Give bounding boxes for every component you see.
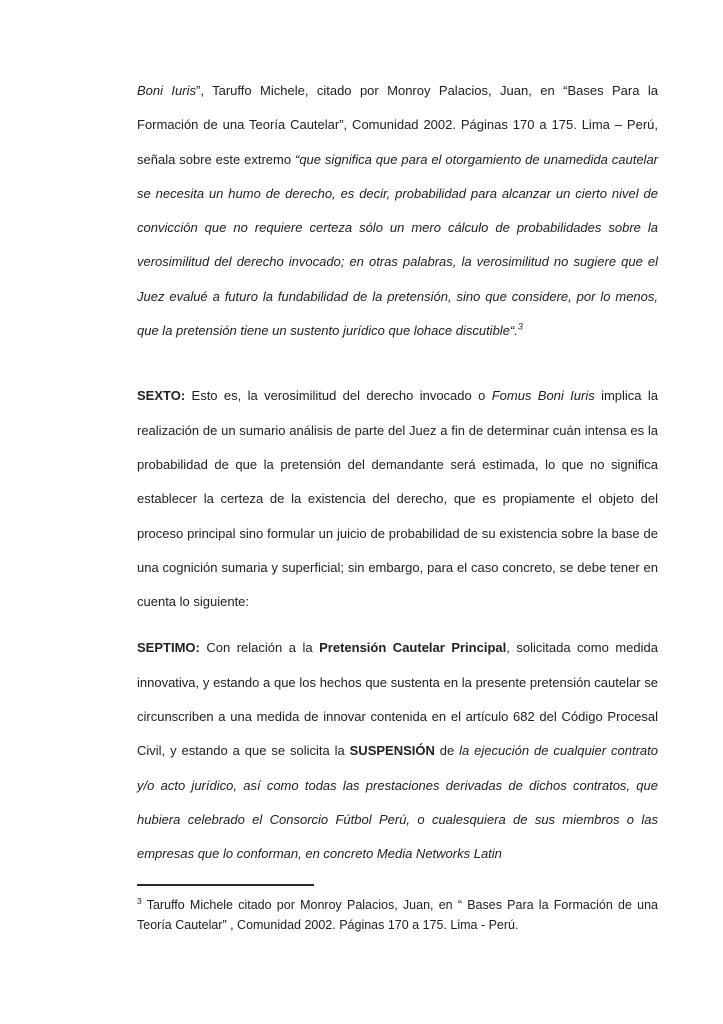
document-body xyxy=(137,74,658,872)
text-segment: SUSPENSIÓN xyxy=(349,743,435,759)
text-segment: Fomus Boni Iuris xyxy=(491,388,595,404)
paragraph-sexto xyxy=(137,379,658,619)
text-segment: , solicitada como medida innovativa, y estando a que los hechos que sustenta en la presente pretensión cautelar se circunscriben a una medida de innovar contenida en el artículo 682 del Código Procesal Civil, y estando a que se solicita la xyxy=(137,640,658,759)
text-segment: SEXTO: xyxy=(137,388,186,404)
text-segment: Esto es, la verosimilitud del derecho invocado o xyxy=(185,388,492,404)
footnote xyxy=(137,895,658,935)
text-segment: Boni Iuris xyxy=(137,83,196,98)
text-segment: la ejecución de cualquier contrato y/o acto jurídico, así como todas las prestaciones derivadas de dichos contratos, que hubiera celebrado el Consorcio Fútbol Perú, o cualesquiera de sus miembros o las empresas que lo conforman, en concreto Media Networks Latin xyxy=(137,743,658,862)
text-segment: SEPTIMO: xyxy=(137,640,200,656)
paragraph-septimo xyxy=(137,631,658,871)
text-segment: Con relación a la xyxy=(199,640,320,656)
text-segment: de xyxy=(434,743,460,759)
paragraph-citation-quote xyxy=(137,74,658,348)
footnote-text: Taruffo Michele citado por Monroy Palacios, Juan, en “ Bases Para la Formación de una Teoría Cautelar” , Comunidad 2002. Páginas 170 a 175. Lima - Perú. xyxy=(137,898,658,932)
text-segment: “que significa que para el otorgamiento de unamedida cautelar se necesita un humo de derecho, es decir, probabilidad para alcanzar un cierto nivel de convicción que no requiere certeza sólo un mero cálculo de probabilidades sobre la verosimilitud del derecho invocado; en otras palabras, la verosimilitud no sugiere que el Juez evalué a futuro la fundabilidad de la pretensión, sino que considere, por lo menos, que la pretensión tiene un sustento jurídico que lohace discutible“. xyxy=(137,151,658,339)
text-segment: Pretensión Cautelar Principal xyxy=(319,640,507,656)
text-segment: ”, Taruffo Michele, citado por Monroy Palacios, Juan, en “Bases Para la Formación de una Teoría Cautelar”, Comunidad 2002. Páginas 170 a 175. Lima – Perú, señala sobre este extremo xyxy=(137,83,658,167)
footnote-separator xyxy=(137,884,314,886)
footnote-area xyxy=(137,884,658,935)
footnote-marker: 3 xyxy=(137,895,142,906)
text-segment: 3 xyxy=(517,321,523,332)
text-segment: implica la realización de un sumario análisis de parte del Juez a fin de determinar cuán intensa es la probabilidad de que la pretensión del demandante será estimada, lo que no significa establecer la certeza de la existencia del derecho, que es propiamente el objeto del proceso principal sino formular un juicio de probabilidad de su existencia sobre la base de una cognición sumaria y superficial; sin embargo, para el caso concreto, se debe tener en cuenta lo siguiente: xyxy=(137,388,658,610)
